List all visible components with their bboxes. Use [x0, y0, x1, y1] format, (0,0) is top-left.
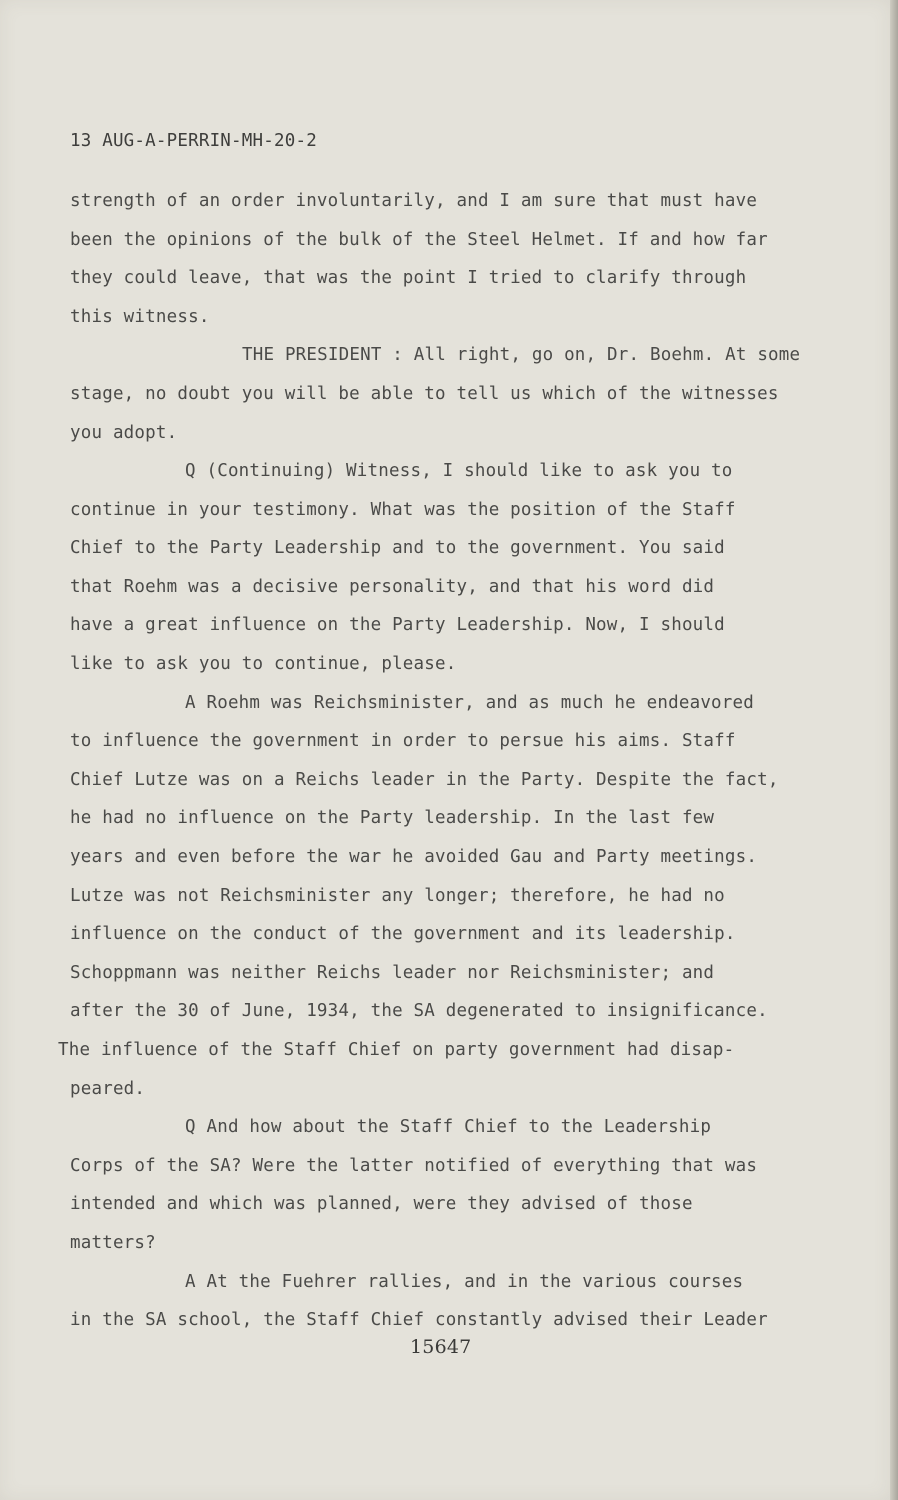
text-line: strength of an order involuntarily, and I am sure that must have: [70, 191, 758, 211]
text-line: intended and which was planned, were they advised of those: [70, 1194, 693, 1214]
text-line: like to ask you to continue, please.: [70, 654, 457, 674]
text-line: after the 30 of June, 1934, the SA degenerated to insignificance.: [70, 1001, 768, 1021]
text-line: this witness.: [70, 307, 210, 327]
text-line: Schoppmann was neither Reichs leader nor Reichsminister; and: [70, 963, 715, 983]
text-line: to influence the government in order to persue his aims. Staff: [70, 731, 736, 751]
text-line: they could leave, that was the point I tried to clarify through: [70, 268, 747, 288]
page-number: 15647: [410, 1336, 472, 1358]
text-line: Lutze was not Reichsminister any longer; therefore, he had no: [70, 886, 725, 906]
text-line: in the SA school, the Staff Chief constantly advised their Leader: [70, 1310, 768, 1330]
text-line: he had no influence on the Party leadership. In the last few: [70, 808, 715, 828]
text-line: Corps of the SA? Were the latter notified of everything that was: [70, 1156, 758, 1176]
text-line: matters?: [70, 1233, 156, 1253]
text-line: influence on the conduct of the government and its leadership.: [70, 924, 736, 944]
text-line: been the opinions of the bulk of the Steel Helmet. If and how far: [70, 230, 768, 250]
text-line: Q (Continuing) Witness, I should like to ask you to: [185, 461, 733, 481]
text-line: that Roehm was a decisive personality, and that his word did: [70, 577, 715, 597]
text-line: The influence of the Staff Chief on party government had disap-: [58, 1040, 735, 1060]
text-line: Chief to the Party Leadership and to the government. You said: [70, 538, 725, 558]
text-line: THE PRESIDENT : All right, go on, Dr. Boehm. At some: [242, 345, 801, 365]
text-line: A Roehm was Reichsminister, and as much he endeavored: [185, 693, 755, 713]
text-line: you adopt.: [70, 423, 178, 443]
text-line: continue in your testimony. What was the position of the Staff: [70, 500, 736, 520]
text-line: A At the Fuehrer rallies, and in the various courses: [185, 1272, 744, 1292]
text-line: stage, no doubt you will be able to tell us which of the witnesses: [70, 384, 779, 404]
text-line: Chief Lutze was on a Reichs leader in the Party. Despite the fact,: [70, 770, 779, 790]
text-line: years and even before the war he avoided Gau and Party meetings.: [70, 847, 758, 867]
document-header: 13 AUG-A-PERRIN-MH-20-2: [70, 131, 317, 151]
text-line: peared.: [70, 1079, 146, 1099]
text-line: Q And how about the Staff Chief to the Leadership: [185, 1117, 712, 1137]
page-edge: [890, 0, 898, 1500]
text-line: have a great influence on the Party Leadership. Now, I should: [70, 615, 725, 635]
